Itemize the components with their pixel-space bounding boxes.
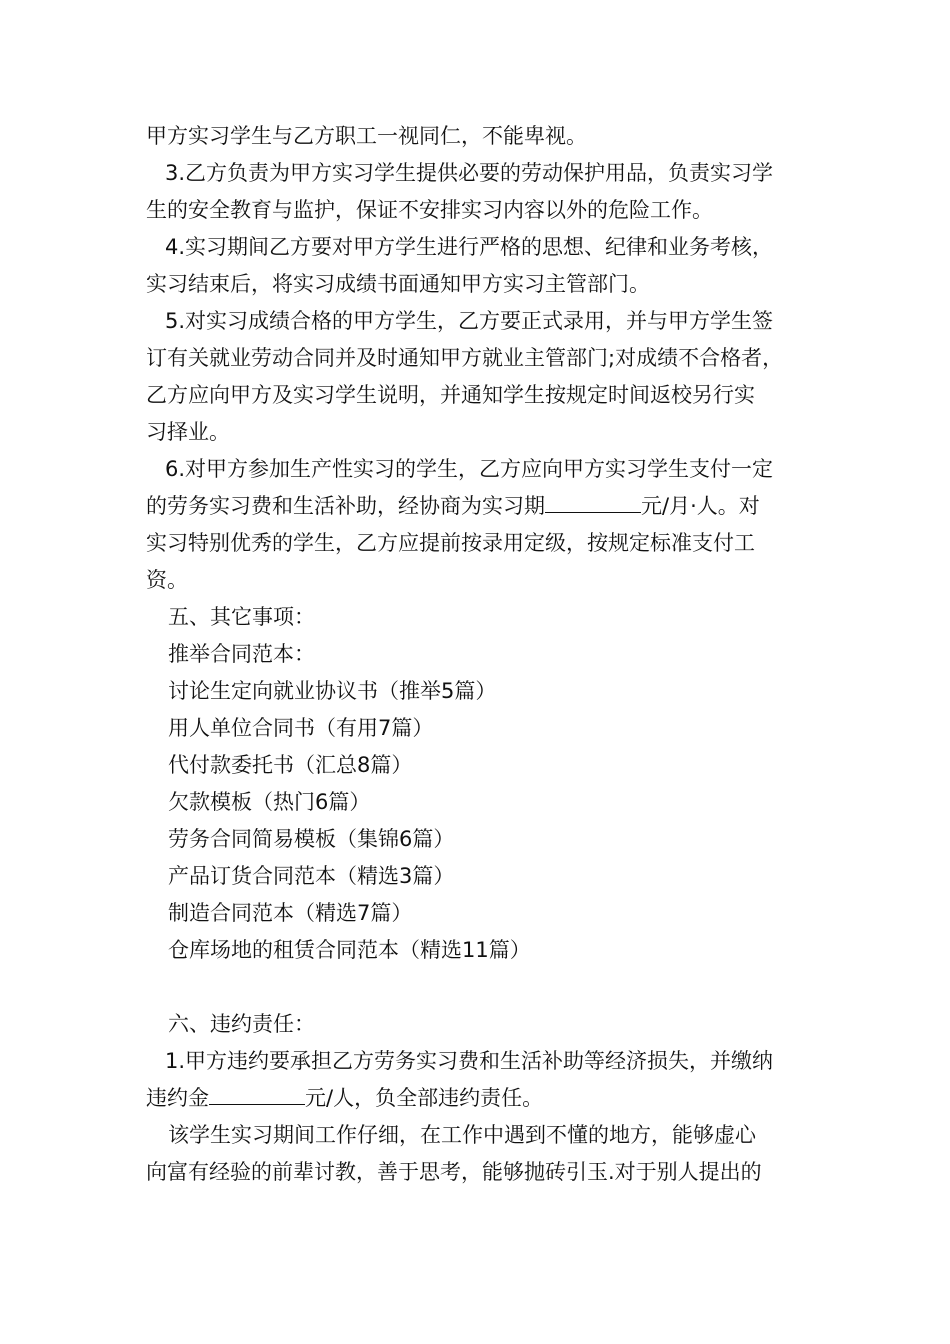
paragraph-line: 甲方实习学生与乙方职工一视同仁，不能卑视。: [146, 124, 587, 148]
fill-in-blank[interactable]: [545, 494, 641, 513]
list-item: 用人单位合同书（有用7篇）: [168, 716, 434, 740]
clause-6-line-3: 实习特别优秀的学生，乙方应提前按录用定级，按规定标准支付工: [146, 531, 755, 555]
clause-6-text-after-blank: 元/月·人。对: [641, 494, 760, 518]
list-item: 产品订货合同范本（精选3篇）: [168, 864, 455, 888]
fill-in-blank[interactable]: [209, 1086, 305, 1105]
clause-5-line-1: 5.对实习成绩合格的甲方学生，乙方要正式录用，并与甲方学生签: [165, 309, 774, 333]
clause-4-line-1: 4.实习期间乙方要对甲方学生进行严格的思想、纪律和业务考核，: [165, 235, 774, 259]
section-heading-breach: 六、违约责任：: [168, 1012, 315, 1036]
breach-clause-1-line-1: 1.甲方违约要承担乙方劳务实习费和生活补助等经济损失，并缴纳: [165, 1049, 774, 1073]
clause-3-line-1: 3.乙方负责为甲方实习学生提供必要的劳动保护用品，负责实习学: [165, 161, 774, 185]
list-item: 欠款模板（热门6篇）: [168, 790, 371, 814]
section-heading-other-matters: 五、其它事项：: [168, 605, 315, 629]
clause-5-line-3: 乙方应向甲方及实习学生说明，并通知学生按规定时间返校另行实: [146, 383, 755, 407]
list-item: 代付款委托书（汇总8篇）: [168, 753, 413, 777]
clause-3-line-2: 生的安全教育与监护，保证不安排实习内容以外的危险工作。: [146, 198, 713, 222]
list-item: 仓库场地的租赁合同范本（精选11篇）: [168, 938, 531, 962]
list-item: 制造合同范本（精选7篇）: [168, 901, 413, 925]
list-item: 讨论生定向就业协议书（推举5篇）: [168, 679, 497, 703]
evaluation-line-2: 向富有经验的前辈讨教，善于思考，能够抛砖引玉.对于别人提出的: [146, 1160, 762, 1184]
clause-4-line-2: 实习结束后，将实习成绩书面通知甲方实习主管部门。: [146, 272, 650, 296]
clause-5-line-2: 订有关就业劳动合同并及时通知甲方就业主管部门;对成绩不合格者，: [146, 346, 784, 370]
clause-6-text-before-blank: 的劳务实习费和生活补助，经协商为实习期: [146, 494, 545, 518]
breach-text-after-blank: 元/人，负全部违约责任。: [305, 1086, 544, 1110]
recommended-templates-heading: 推举合同范本：: [168, 642, 315, 666]
clause-6-line-1: 6.对甲方参加生产性实习的学生，乙方应向甲方实习学生支付一定: [165, 457, 774, 481]
breach-clause-1-line-2: [146, 1083, 543, 1113]
breach-text-before-blank: 违约金: [146, 1086, 209, 1110]
clause-6-line-4: 资。: [146, 568, 188, 592]
clause-6-line-2: [146, 491, 760, 521]
evaluation-line-1: 该学生实习期间工作仔细，在工作中遇到不懂的地方，能够虚心: [168, 1123, 756, 1147]
list-item: 劳务合同简易模板（集锦6篇）: [168, 827, 455, 851]
clause-5-line-4: 习择业。: [146, 420, 230, 444]
